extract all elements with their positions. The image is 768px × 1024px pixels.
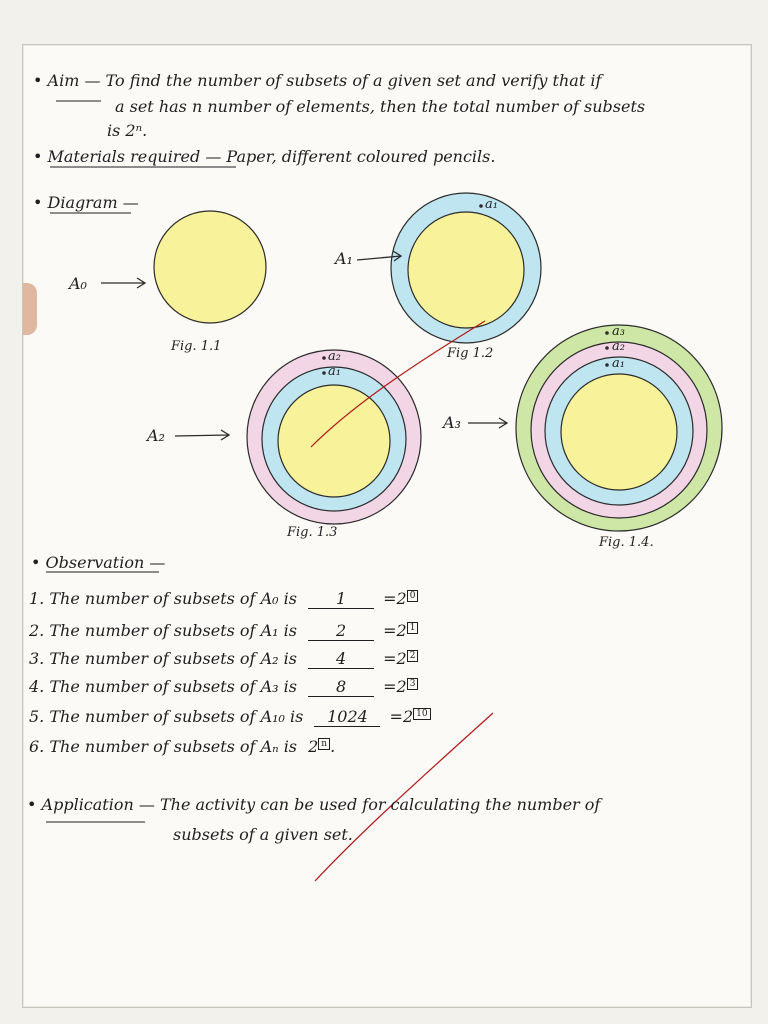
- row-power: 10: [413, 708, 430, 720]
- observation-row-4: [29, 677, 418, 697]
- row-text: The number of subsets of A₁ is: [49, 621, 297, 640]
- observation-line: • Observation —: [31, 553, 166, 572]
- row-text: The number of subsets of A₃ is: [49, 677, 297, 696]
- fig-1-3-caption: Fig. 1.3: [287, 525, 338, 540]
- aim-text-2: a set has n number of elements, then the total number of subsets: [115, 97, 646, 116]
- fig-1-4-caption: Fig. 1.4.: [599, 535, 654, 550]
- fig-1-3-element-a2: a₂: [328, 349, 341, 364]
- row-value: 1024: [314, 707, 380, 727]
- set-label-a2: A₂: [147, 426, 165, 445]
- notebook-page: [22, 44, 752, 1008]
- diagram-dash: —: [122, 193, 139, 212]
- row-power: 1: [407, 622, 419, 634]
- row-value: 4: [308, 649, 374, 669]
- fig-1-2-diagram: [391, 193, 541, 343]
- observation-row-6: 6. The number of subsets of Aₙ is 2 n .: [29, 737, 336, 756]
- set-label-a1: A₁: [335, 249, 353, 268]
- observation-row-2: [29, 621, 418, 641]
- row-equals: =2: [389, 707, 414, 726]
- fig-1-4-element-a1: a₁: [612, 356, 625, 371]
- aim-text-3: is 2ⁿ.: [107, 121, 148, 140]
- row-equals: =2: [383, 649, 407, 668]
- row-equals: =2: [383, 677, 407, 696]
- aim-text-1: — To find the number of subsets of a given set and verify that if: [84, 71, 602, 90]
- row-text: The number of subsets of Aₙ is: [49, 737, 298, 756]
- aim-heading: Aim: [47, 71, 80, 90]
- set-label-a3: A₃: [443, 413, 461, 432]
- row-power: 2: [407, 650, 419, 662]
- page-drawing: [23, 45, 751, 1007]
- observation-row-1: [29, 589, 418, 609]
- row-number: 5.: [29, 707, 45, 726]
- row-power: n: [318, 738, 330, 750]
- row-value: 2: [308, 621, 374, 641]
- observation-heading: Observation: [45, 553, 145, 572]
- row-value: 8: [308, 677, 374, 697]
- fig-1-1-caption: Fig. 1.1: [171, 339, 222, 354]
- row-text: The number of subsets of A₀ is: [49, 589, 297, 608]
- row-equals: =2: [383, 589, 407, 608]
- materials-heading: Materials required: [47, 147, 201, 166]
- fig-1-4-element-a3: a₃: [612, 324, 625, 339]
- set-label-a0: A₀: [69, 274, 87, 293]
- application-text-2: subsets of a given set.: [173, 825, 353, 844]
- observation-dash: —: [149, 553, 166, 572]
- aim-line-1: • Aim — To find the number of subsets of a given set and verify that if: [33, 71, 602, 90]
- fig-1-3-element-a1: a₁: [328, 364, 341, 379]
- application-text-1: — The activity can be used for calculating the number of: [138, 795, 601, 814]
- row-number: 2.: [29, 621, 45, 640]
- row-power: 3: [407, 678, 419, 690]
- row-equals: =2: [383, 621, 407, 640]
- row-number: 3.: [29, 649, 45, 668]
- materials-line: • Materials required — Paper, different coloured pencils.: [33, 147, 496, 166]
- row-number: 4.: [29, 677, 45, 696]
- row-text: The number of subsets of A₁₀ is: [49, 707, 304, 726]
- row-text: The number of subsets of A₂ is: [49, 649, 297, 668]
- application-line-1: • Application — The activity can be used for calculating the number of: [27, 795, 601, 814]
- application-heading: Application: [41, 795, 134, 814]
- diagram-heading: Diagram: [47, 193, 118, 212]
- row-number: 6.: [29, 737, 45, 756]
- observation-row-5: [29, 707, 431, 727]
- row-value: 1: [308, 589, 374, 609]
- fig-1-2-element-a1: a₁: [485, 197, 498, 212]
- observation-row-3: [29, 649, 418, 669]
- row-power: 0: [407, 590, 419, 602]
- fig-1-1-diagram: [154, 211, 266, 323]
- diagram-line: • Diagram —: [33, 193, 139, 212]
- row-number: 1.: [29, 589, 45, 608]
- materials-text: — Paper, different coloured pencils.: [205, 147, 496, 166]
- fig-1-2-caption: Fig 1.2: [447, 346, 494, 361]
- fig-1-4-element-a2: a₂: [612, 339, 625, 354]
